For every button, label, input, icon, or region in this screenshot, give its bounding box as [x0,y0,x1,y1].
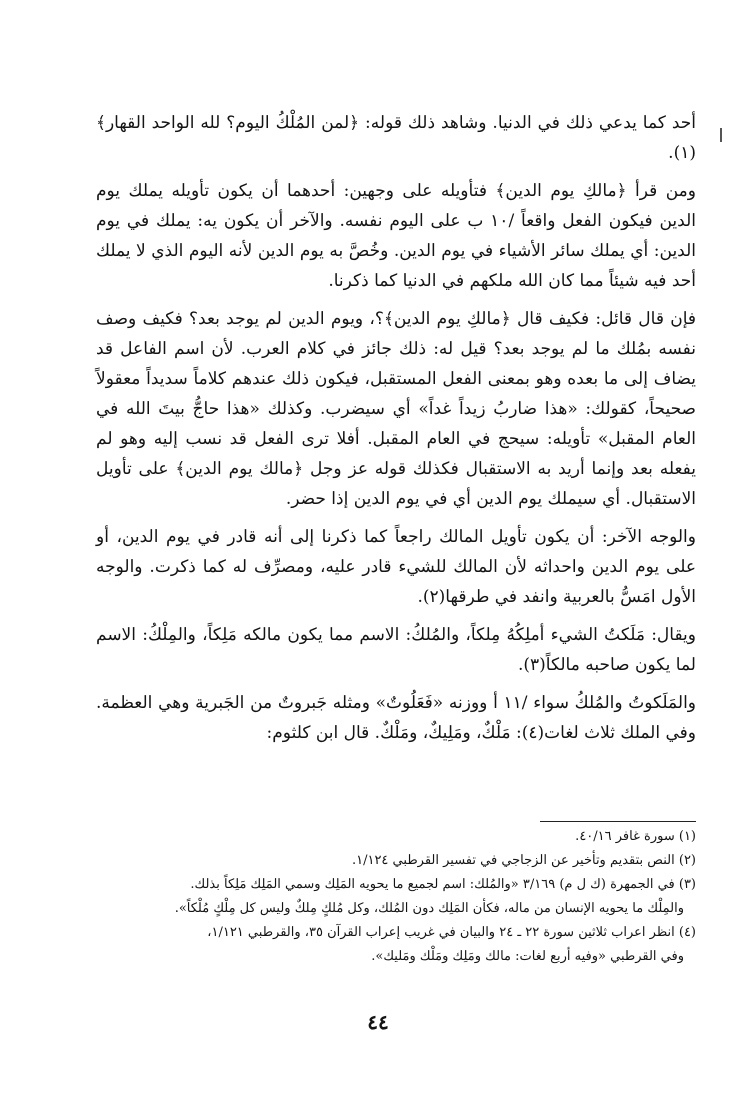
footnotes [96,826,696,970]
margin-mark [720,128,722,142]
paragraph-1: أحد كما يدعي ذلك في الدنيا. وشاهد ذلك قوله: ﴿لمن المُلْكُ اليوم؟ لله الواحد القهار﴾(١). [96,113,696,163]
footnote-2: (٢) النص بتقديم وتأخير عن الزجاجي في تفسير القرطبي ١/١٢٤. [351,853,696,868]
footnote-1: (١) سورة غافر ٤٠/١٦. [575,829,696,844]
footnote-3-continuation: والمِلْك ما يحويه الإنسان من ماله، فكأن المَلِك دون المُلك، وكل مُلكٍ مِلكٌ وليس كل مِلْكٍ مُلْكاً». [174,901,684,916]
paragraph-5: ويقال: مَلَكتُ الشيء أملِكُهُ مِلكاً، والمُلكُ: الاسم مما يكون مالكه مَلِكاً، والمِلْكُ: الاسم لما يكون صاحبه مالكاً(٣). [96,625,696,675]
footnote-3: (٣) في الجمهرة (ك ل م) ٣/١٦٩ «والمُلك: اسم لجميع ما يحويه المَلِك وسمي المَلِك مَلِكاً بذلك. [190,877,696,892]
paragraph-4: والوجه الآخر: أن يكون تأويل المالك راجعاً كما ذكرنا إلى أنه قادر في يوم الدين، أو على يوم الدين واحداثه لأن المالك للشيء قادر عليه، ومصرِّف له كما ذكرت. والوجه الأول امَسُّ بالعربية وانفد في طرقها(٢). [96,527,696,607]
footnote-4-continuation: وفي القرطبي «وفيه أربع لغات: مالك ومَلِك ومَلْك ومَليك». [371,949,684,964]
paragraph-3: فإن قال قائل: فكيف قال ﴿مالكِ يوم الدين﴾؟، ويوم الدين لم يوجد بعد؟ فكيف وصف نفسه بمُلك ما لم يوجد بعد؟ قيل له: ذلك جائز في كلام العرب. لأن اسم الفاعل قد يضاف إلى ما بعده وهو بمعنى الفعل المستقبل، فيكون ذلك عندهم كلاماً سديداً معقولاً صحيحاً، كقولك: «هذا ضاربُ زيداً غداً» أي سيضرب. وكذلك «هذا حاجُّ بيتَ الله في العام المقبل» تأويله: سيحج في العام المقبل. أفلا ترى الفعل قد نسب إليه وهو لم يفعله بعد وإنما أريد به الاستقبال فكذلك قوله عز وجل ﴿مالك يوم الدين﴾ على تأويل الاستقبال. أي سيملك يوم الدين أي في يوم الدين إذا حضر. [96,309,696,509]
footnote-separator [540,821,696,822]
main-text [96,108,696,756]
paragraph-2: ومن قرأ ﴿مالكِ يوم الدين﴾ فتأويله على وجهين: أحدهما أن يكون تأويله يملك يوم الدين فيكون الفعل واقعاً /١٠ ب على اليوم نفسه. والآخر أن يكون يه: يملك في يوم الدين: أي يملك سائر الأشياء في يوم الدين. وخُصَّ به يوم الدين لأنه اليوم الذي لا يملك أحد فيه شيئاً مما كان الله ملكهم في الدنيا كما ذكرنا. [96,181,696,291]
page-number: ٤٤ [367,1010,389,1034]
paragraph-6: والمَلَكوتُ والمُلكُ سواء /١١ أ ووزنه «فَعَلُوتٌ» ومثله جَبروتٌ من الجَبرية وهي العظمة. وفي الملك ثلاث لغات(٤): مَلْكٌ، ومَلِيكٌ، ومَلْكٌ. قال ابن كلثوم: [96,693,696,743]
footnote-4: (٤) انظر اعراب ثلاثين سورة ٢٢ ـ ٢٤ والبيان في غريب إعراب القرآن ٣٥، والقرطبي ١/١٢١، [207,925,696,940]
